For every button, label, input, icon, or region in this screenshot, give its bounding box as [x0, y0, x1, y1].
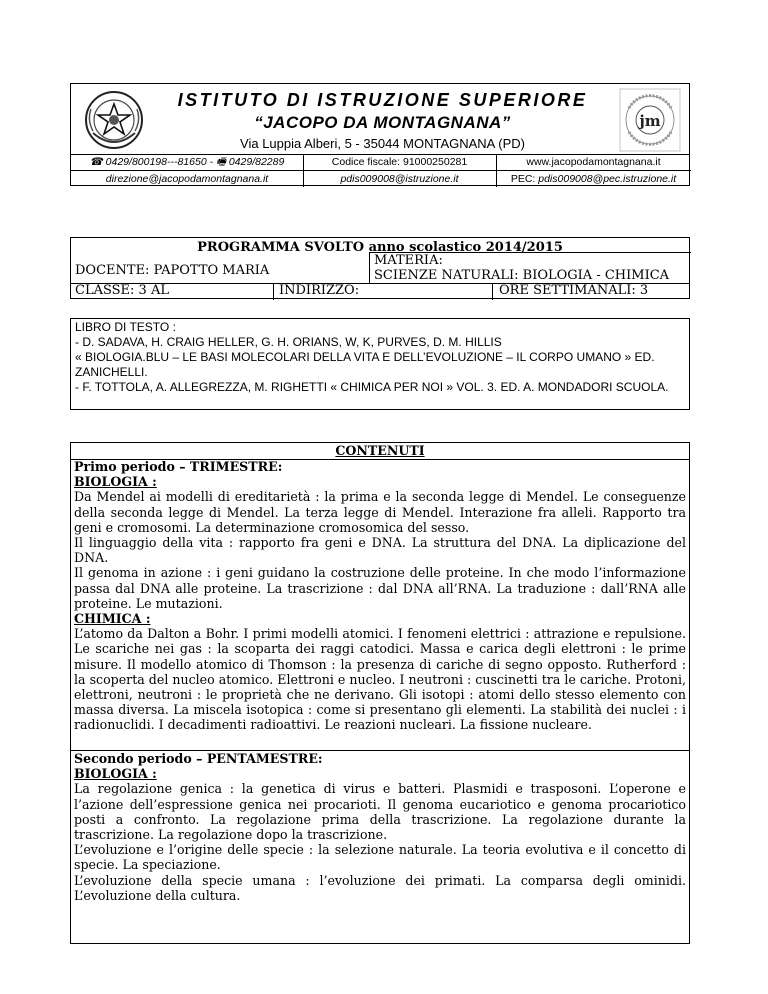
libro-line: - F. TOTTOLA, A. ALLEGREZZA, M. RIGHETTI « CHIMICA PER NOI » VOL. 3. ED. A. MONDADORI SCUOLA.: [75, 380, 669, 394]
school-name: “JACOPO DA MONTAGNANA”: [254, 113, 511, 132]
secondo-periodo: [71, 750, 689, 903]
contact-cell-fiscal: [303, 154, 497, 187]
phone-fax: ☎ 0429/800198---81650 - 🖷 0429/82289: [71, 154, 303, 171]
website-link[interactable]: www.jacopodamontagnana.it: [496, 154, 691, 171]
docente: DOCENTE: PAPOTTO MARIA: [75, 263, 270, 278]
libro-line: - D. SADAVA, H. CRAIG HELLER, G. H. ORIANS, W, K, PURVES, D. M. HILLIS: [75, 335, 502, 349]
divider: [273, 283, 274, 300]
italian-republic-emblem-icon: [83, 89, 145, 151]
paragraph: Da Mendel ai modelli di ereditarietà : la prima e la seconda legge di Mendel. Le conseguenze della seconda legge di Mendel. La terza legge di Mendel. Interazione fra alleli. Rapporto tra geni e cromosomi. La determinazione cromosomica del sesso.: [74, 489, 686, 535]
subject-label-biologia: BIOLOGIA :: [74, 766, 157, 782]
materia-label: MATERIA:: [374, 253, 443, 268]
paragraph: La regolazione genica : la genetica di virus e batteri. Plasmidi e trasposoni. L’operone e l’azione dell’espressione genica nei procarioti. Il genoma eucariotico e genoma procariotico posti a confronto. La regolazione prima della trascrizione. La regolazione durante la trascrizione. La regolazione dopo la trascrizione.: [74, 781, 686, 843]
paragraph: Il linguaggio della vita : rapporto fra geni e DNA. La struttura del DNA. La diplicazione del DNA.: [74, 535, 686, 566]
divider: [492, 283, 493, 300]
email-link[interactable]: direzione@jacopodamontagnana.it: [105, 173, 269, 185]
paragraph: L’evoluzione della specie umana : l’evoluzione dei primati. La comparsa degli ominidi. L’evoluzione della cultura.: [74, 872, 686, 903]
libro-line: « BIOLOGIA.BLU – LE BASI MOLECOLARI DELLA VITA E DELL’EVOLUZIONE – IL CORPO UMANO » ED. ZANICHELLI.: [75, 350, 655, 379]
pec-istruzione[interactable]: pdis009008@istruzione.it: [340, 173, 459, 185]
school-header: [70, 83, 690, 186]
periodo-title: Secondo periodo – PENTAMESTRE:: [74, 751, 323, 766]
codice-fiscale: Codice fiscale: 91000250281: [303, 154, 496, 171]
contenuti-section: [70, 442, 690, 944]
classe: CLASSE: 3 AL: [75, 283, 169, 298]
programma-title: PROGRAMMA SVOLTO anno scolastico 2014/2015: [197, 240, 563, 255]
periodo-title: Primo periodo – TRIMESTRE:: [74, 459, 283, 474]
paragraph: L’atomo da Dalton a Bohr. I primi modelli atomici. I fenomeni elettrici : attrazione e repulsione. Le scariche nei gas : la scoparta dei raggi catodici. Massa e carica degli elettroni : le prime misure. Il modello atomico di Thomson : la presenza di cariche di segno opposto. Rutherford : la scoperta del nucleo atomico. Elettroni e nucleo. I neutroni : cuscinetti tra le cariche. Protoni, elettroni, neutroni : le proprietà che ne derivano. Gli isotopi : atomi dello stesso elemento con massa diversa. La miscela isotopica : come si presentano gli elementi. La stabilità dei nuclei : i radionuclidi. I decadimenti radioattivi. Le reazioni nucleari. La fissione nucleare.: [74, 626, 686, 733]
contact-cell-phone: [71, 154, 304, 187]
programma-table: [70, 237, 690, 299]
paragraph: L’evoluzione e l’origine delle specie : la selezione naturale. La teoria evolutiva e il concetto di specie. La speciazione.: [74, 842, 686, 873]
libro-di-testo: [70, 318, 690, 410]
subject-label-chimica: CHIMICA :: [74, 611, 151, 627]
school-address: Via Luppia Alberi, 5 - 35044 MONTAGNANA (PD): [240, 136, 525, 151]
primo-periodo: [71, 459, 689, 733]
subject-label-biologia: BIOLOGIA :: [74, 474, 157, 490]
header-contacts-row: [71, 154, 689, 187]
contact-cell-web: [496, 154, 691, 187]
libro-line: LIBRO DI TESTO :: [75, 320, 176, 334]
institute-title: ISTITUTO DI ISTRUZIONE SUPERIORE: [177, 90, 588, 110]
pec-label: PEC:: [510, 173, 539, 185]
contenuti-heading: CONTENUTI: [71, 443, 689, 460]
pec-email[interactable]: pdis009008@pec.istruzione.it: [538, 173, 677, 185]
school-logo-mark: jm: [639, 112, 661, 130]
indirizzo: INDIRIZZO:: [279, 283, 360, 298]
school-logo-icon: [619, 88, 681, 152]
ore-settimanali: ORE SETTIMANALI: 3: [499, 283, 649, 298]
materia: [374, 253, 669, 283]
divider: [369, 252, 370, 284]
materia-value: SCIENZE NATURALI: BIOLOGIA - CHIMICA: [374, 268, 670, 283]
paragraph: Il genoma in azione : i geni guidano la costruzione delle proteine. In che modo l’informazione passa dal DNA alle proteine. La trascrizione : dal DNA all’RNA. La traduzione : dall’RNA alle proteine. Le mutazioni.: [74, 565, 686, 611]
pec-line: [496, 171, 691, 187]
header-title-row: [71, 84, 689, 155]
